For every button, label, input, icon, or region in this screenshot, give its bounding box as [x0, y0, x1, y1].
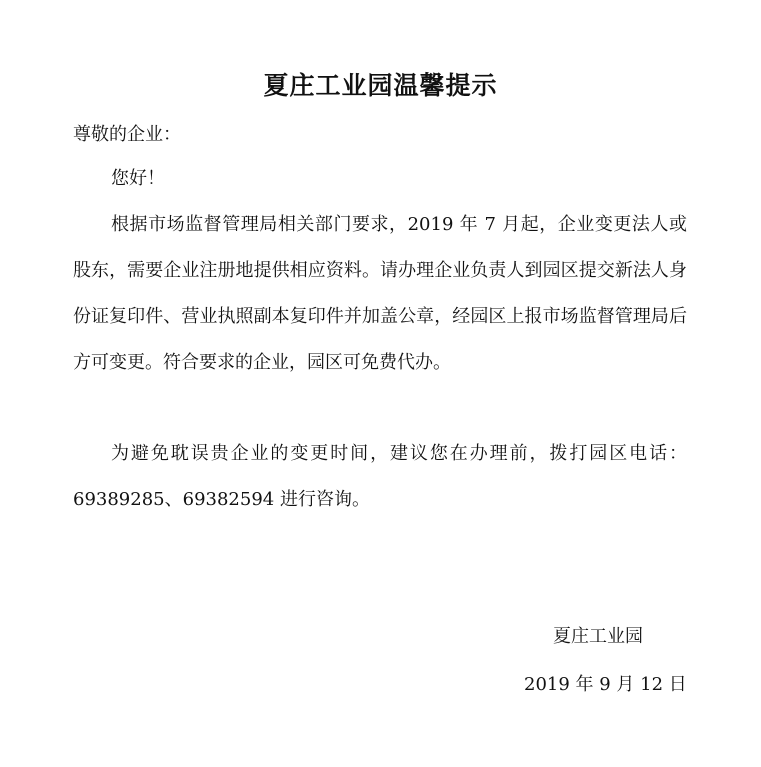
salutation: 尊敬的企业：	[73, 124, 181, 145]
signature-organization: 夏庄工业园	[553, 626, 643, 647]
greeting: 您好！	[111, 168, 165, 189]
notice-title: 夏庄工业园温馨提示	[263, 71, 498, 100]
signature-date: 2019 年 9 月 12 日	[524, 674, 687, 695]
paragraph-requirements: 根据市场监督管理局相关部门要求，2019 年 7 月起，企业变更法人或股东，需要企业注册地提供相应资料。请办理企业负责人到园区提交新法人身份证复印件、营业执照副本复印件并加盖公章，经园区上报市场监督管理局后方可变更。符合要求的企业，园区可免费代办。	[73, 214, 687, 373]
paragraph-contact: 为避免耽误贵企业的变更时间，建议您在办理前，拨打园区电话：69389285、69382594 进行咨询。	[73, 443, 687, 510]
